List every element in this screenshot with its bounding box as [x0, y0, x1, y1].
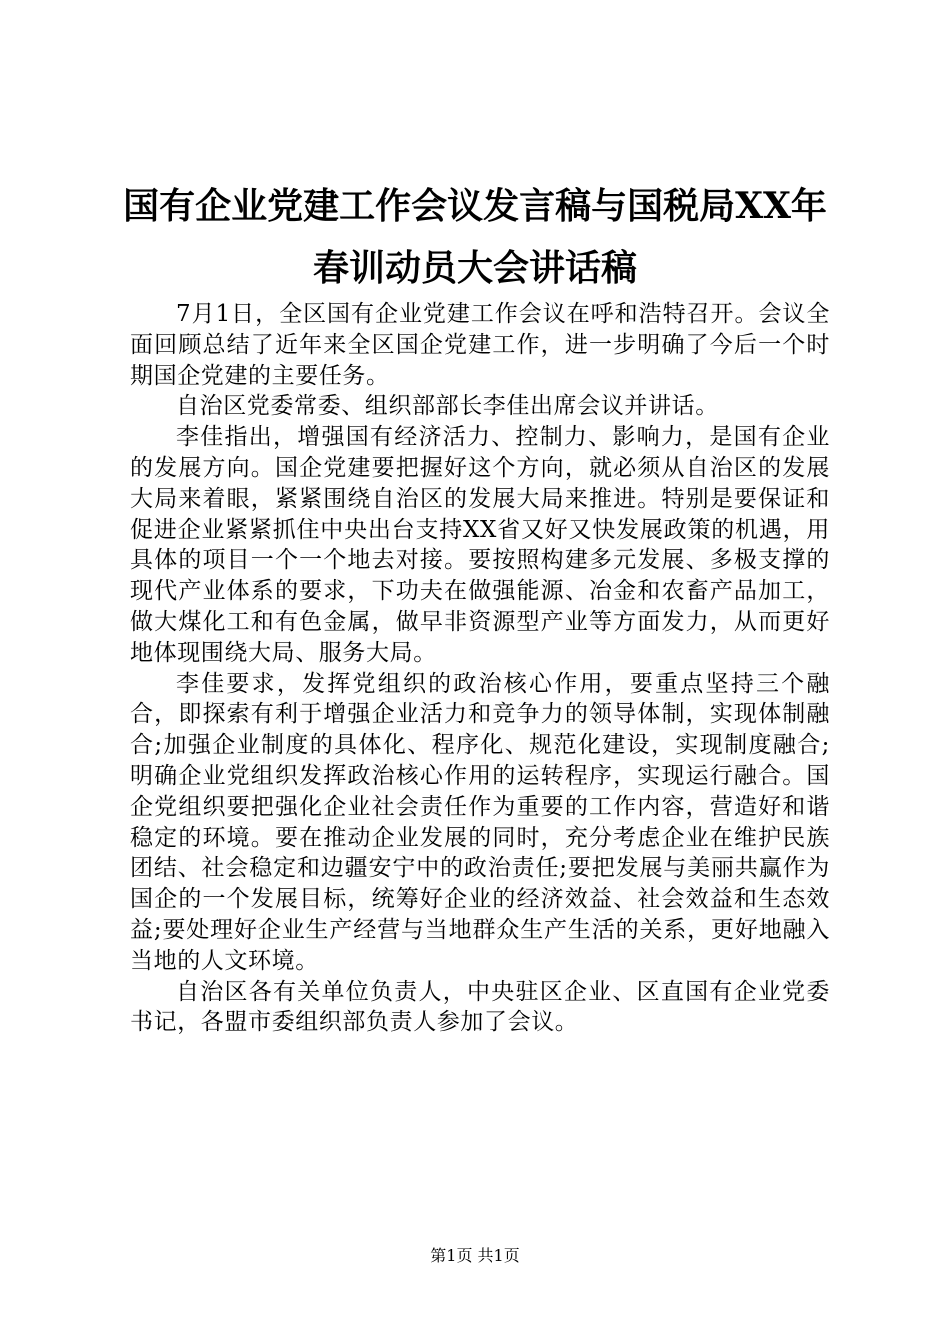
paragraph: 自治区各有关单位负责人，中央驻区企业、区直国有企业党委书记，各盟市委组织部负责人参加了会议。: [130, 978, 830, 1036]
document-title-line-1: 国有企业党建工作会议发言稿与国税局XX年: [123, 185, 827, 227]
paragraph: 自治区党委常委、组织部部长李佳出席会议并讲话。: [176, 393, 719, 420]
paragraph: 李佳指出，增强国有经济活力、控制力、影响力，是国有企业的发展方向。国企党建要把握好这个方向，就必须从自治区的发展大局来着眼，紧紧围绕自治区的发展大局来推进。特别是要保证和促进企业紧紧抓住中央出台支持XX省又好又快发展政策的机遇，用具体的项目一个一个地去对接。要按照构建多元发展、多极支撑的现代产业体系的要求，下功夫在做强能源、冶金和农畜产品加工，做大煤化工和有色金属，做早非资源型产业等方面发力，从而更好地体现围绕大局、服务大局。: [130, 424, 830, 666]
paragraph: 7月1日，全区国有企业党建工作会议在呼和浩特召开。会议全面回顾总结了近年来全区国企党建工作，进一步明确了今后一个时期国企党建的主要任务。: [130, 301, 830, 389]
document-title-line-2: 春训动员大会讲话稿: [312, 247, 637, 289]
page-footer: 第1页 共1页: [430, 1246, 520, 1265]
document-body: [130, 299, 830, 1038]
paragraph: 李佳要求，发挥党组织的政治核心作用，要重点坚持三个融合，即探索有利于增强企业活力和竞争力的领导体制，实现体制融合;加强企业制度的具体化、程序化、规范化建设，实现制度融合;明确企业党组织发挥政治核心作用的运转程序，实现运行融合。国企党组织要把强化企业社会责任作为重要的工作内容，营造好和谐稳定的环境。要在推动企业发展的同时，充分考虑企业在维护民族团结、社会稳定和边疆安宁中的政治责任;要把发展与美丽共赢作为国企的一个发展目标，统筹好企业的经济效益、社会效益和生态效益;要处理好企业生产经营与当地群众生产生活的关系，更好地融入当地的人文环境。: [130, 670, 830, 974]
